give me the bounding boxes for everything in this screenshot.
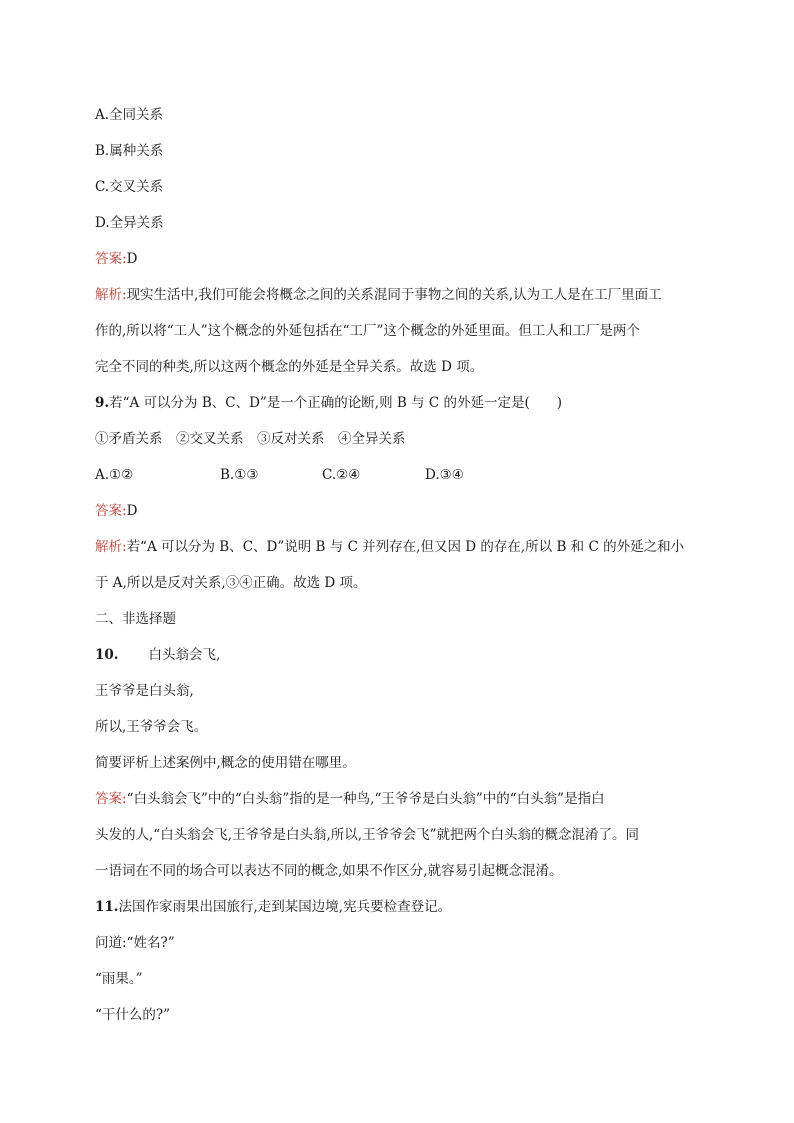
- q8-option-b: B.属种关系: [95, 143, 164, 159]
- q8-analysis-line-1: [95, 285, 662, 305]
- q9-option-d: D.③④: [425, 467, 464, 483]
- q8-option-d: D.全异关系: [95, 215, 164, 231]
- q8-analysis-line-2: 作的,所以将“工人”这个概念的外延包括在“工厂”这个概念的外延里面。但工人和工厂是两个: [95, 323, 640, 339]
- q8-answer: [95, 249, 137, 269]
- q10-line-2: 王爷爷是白头翁,: [95, 683, 194, 699]
- analysis-label: 解析:: [95, 287, 127, 303]
- q8-option-c: C.交叉关系: [95, 179, 164, 195]
- analysis-text: 若“A 可以分为 B、C、D”说明 B 与 C 并列存在,但又因 D 的存在,所以 B 和 C 的外延之和小: [126, 539, 685, 555]
- q11-number: 11.: [95, 899, 119, 915]
- q9-analysis-line-2: 于 A,所以是反对关系,③④正确。故选 D 项。: [95, 575, 367, 591]
- answer-label: 答案:: [95, 503, 127, 519]
- answer-label: 答案:: [95, 791, 127, 807]
- analysis-label: 解析:: [95, 539, 127, 555]
- q9-option-b: B.①③: [220, 467, 259, 483]
- q9-items: ①矛盾关系 ②交叉关系 ③反对关系 ④全异关系: [95, 431, 406, 447]
- answer-value: D: [126, 251, 138, 267]
- q10-answer-line-1: [95, 789, 605, 809]
- q9-stem-text: 若“A 可以分为 B、C、D”是一个正确的论断,则 B 与 C 的外延一定是( ): [109, 395, 563, 411]
- q11-stem: [95, 897, 451, 917]
- q9-option-a: A.①②: [95, 467, 134, 483]
- answer-label: 答案:: [95, 251, 127, 267]
- answer-value: D: [126, 503, 138, 519]
- q10-line-1: 白头翁会飞,: [148, 647, 221, 663]
- q9-analysis-line-1: [95, 537, 684, 557]
- q11-line-3: “干什么的?”: [95, 1007, 171, 1023]
- q9-number: 9.: [95, 395, 110, 411]
- q8-option-a: A.全同关系: [95, 107, 164, 123]
- q10-question: 简要评析上述案例中,概念的使用错在哪里。: [95, 755, 356, 771]
- answer-text: “白头翁会飞”中的“白头翁”指的是一种鸟,“王爷爷是白头翁”中的“白头翁”是指白: [126, 791, 605, 807]
- analysis-text: 现实生活中,我们可能会将概念之间的关系混同于事物之间的关系,认为工人是在工厂里面工: [126, 287, 662, 303]
- q10-answer-line-3: 一语词在不同的场合可以表达不同的概念,如果不作区分,就容易引起概念混淆。: [95, 863, 563, 879]
- q9-stem: [95, 393, 562, 413]
- q10-stem: [95, 645, 220, 665]
- q11-line-1: 问道:“姓名?”: [95, 935, 175, 951]
- q9-answer: [95, 501, 137, 521]
- q9-options: [95, 465, 695, 485]
- q10-number: 10.: [95, 647, 119, 663]
- section-title: 二、非选择题: [95, 611, 176, 627]
- q11-line-2: “雨果。”: [95, 971, 143, 987]
- q10-line-3: 所以,王爷爷会飞。: [95, 719, 208, 735]
- q8-analysis-line-3: 完全不同的种类,所以这两个概念的外延是全异关系。故选 D 项。: [95, 359, 484, 375]
- q9-option-c: C.②④: [322, 467, 361, 483]
- q11-stem-text: 法国作家雨果出国旅行,走到某国边境,宪兵要检查登记。: [118, 899, 452, 915]
- q10-answer-line-2: 头发的人,“白头翁会飞,王爷爷是白头翁,所以,王爷爷会飞”就把两个白头翁的概念混淆了。同: [95, 827, 639, 843]
